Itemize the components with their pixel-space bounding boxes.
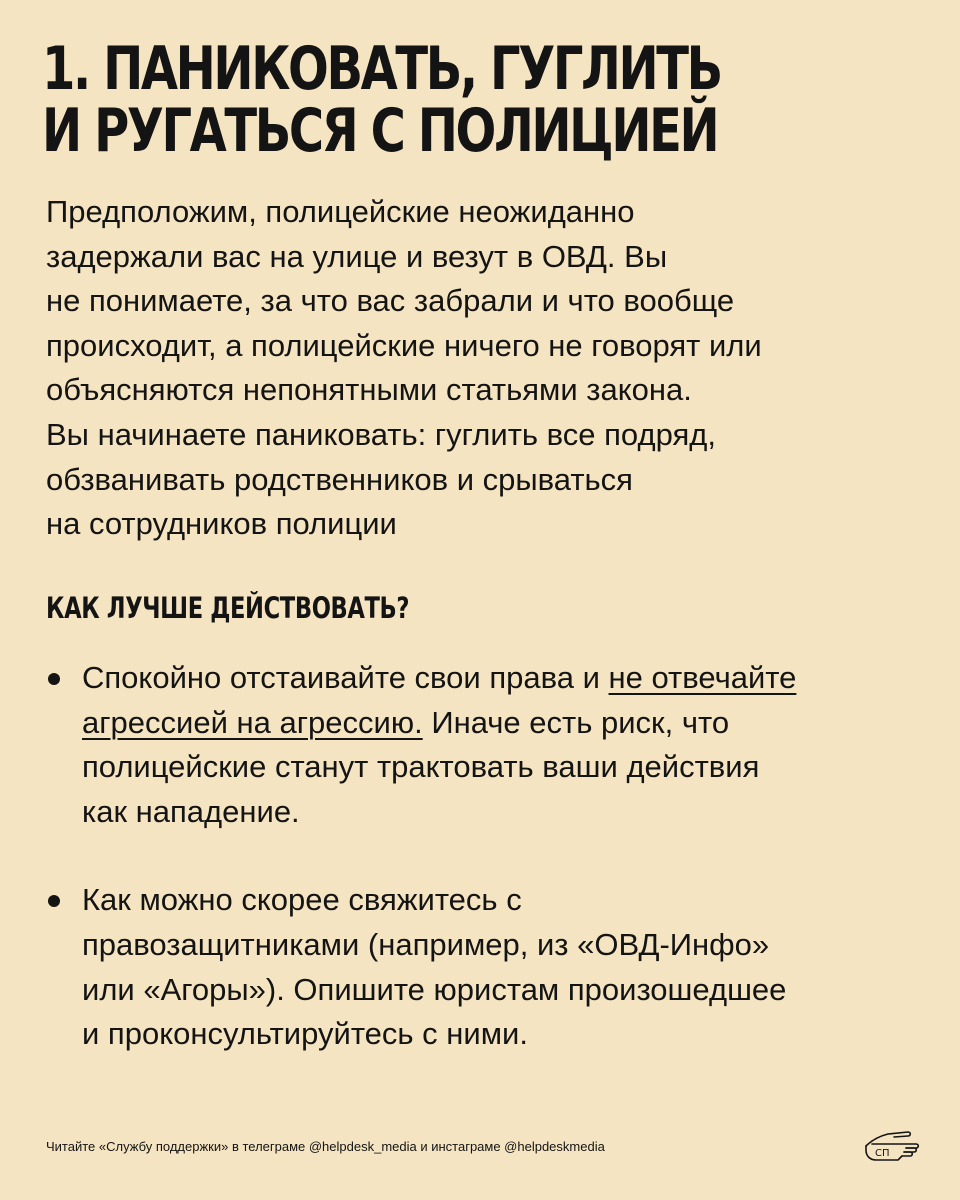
advice-line: и проконсультируйтесь с ними. xyxy=(82,1016,528,1052)
advice-line: как нападение. xyxy=(82,793,300,829)
intro-paragraph xyxy=(46,190,936,547)
advice-item xyxy=(46,656,946,834)
title-line: И РУГАТЬСЯ С ПОЛИЦИЕЙ xyxy=(42,96,718,166)
intro-line: объясняются непонятными статьями закона. xyxy=(46,372,692,408)
intro-line: на сотрудников полиции xyxy=(46,506,397,542)
title-line: 1. ПАНИКОВАТЬ, ГУГЛИТЬ xyxy=(42,34,721,104)
footer-note: Читайте «Службу поддержки» в телеграме @helpdesk_media и инстаграме @helpdeskmedia xyxy=(46,1139,605,1154)
intro-line: Предположим, полицейские неожиданно xyxy=(46,194,635,229)
intro-line: не понимаете, за что вас забрали и что вообще xyxy=(46,283,735,319)
advice-line xyxy=(82,701,946,746)
advice-line: правозащитниками (например, из «ОВД-Инфо» xyxy=(82,926,770,962)
intro-line: обзванивать родственников и срываться xyxy=(46,461,633,497)
bullet-dot-icon xyxy=(48,895,60,907)
advice-item xyxy=(46,878,946,1056)
advice-list xyxy=(46,656,946,1057)
intro-line: задержали вас на улице и везут в ОВД. Вы xyxy=(46,238,668,274)
advice-line: Как можно скорее свяжитесь с xyxy=(82,882,522,918)
intro-line: происходит, а полицейские ничего не говорят или xyxy=(46,327,762,363)
advice-line: полицейские станут трактовать ваши действия xyxy=(82,749,760,785)
page-title xyxy=(42,34,746,166)
advice-text: Иначе есть риск, что xyxy=(422,704,730,740)
bullet-dot-icon xyxy=(48,673,60,685)
hand-pointing-icon xyxy=(862,1126,920,1166)
logo-text: СП xyxy=(875,1148,890,1159)
advice-link-text[interactable]: не отвечайте xyxy=(608,660,797,695)
advice-line xyxy=(82,656,946,701)
intro-line: Вы начинаете паниковать: гуглить все подряд, xyxy=(46,416,716,452)
section-heading: КАК ЛУЧШЕ ДЕЙСТВОВАТЬ? xyxy=(46,591,410,625)
advice-text: Спокойно отстаивайте свои права и xyxy=(82,660,609,695)
advice-link-text[interactable]: агрессией на агрессию. xyxy=(82,704,423,740)
advice-line: или «Агоры»). Опишите юристам произошедшее xyxy=(82,971,787,1007)
